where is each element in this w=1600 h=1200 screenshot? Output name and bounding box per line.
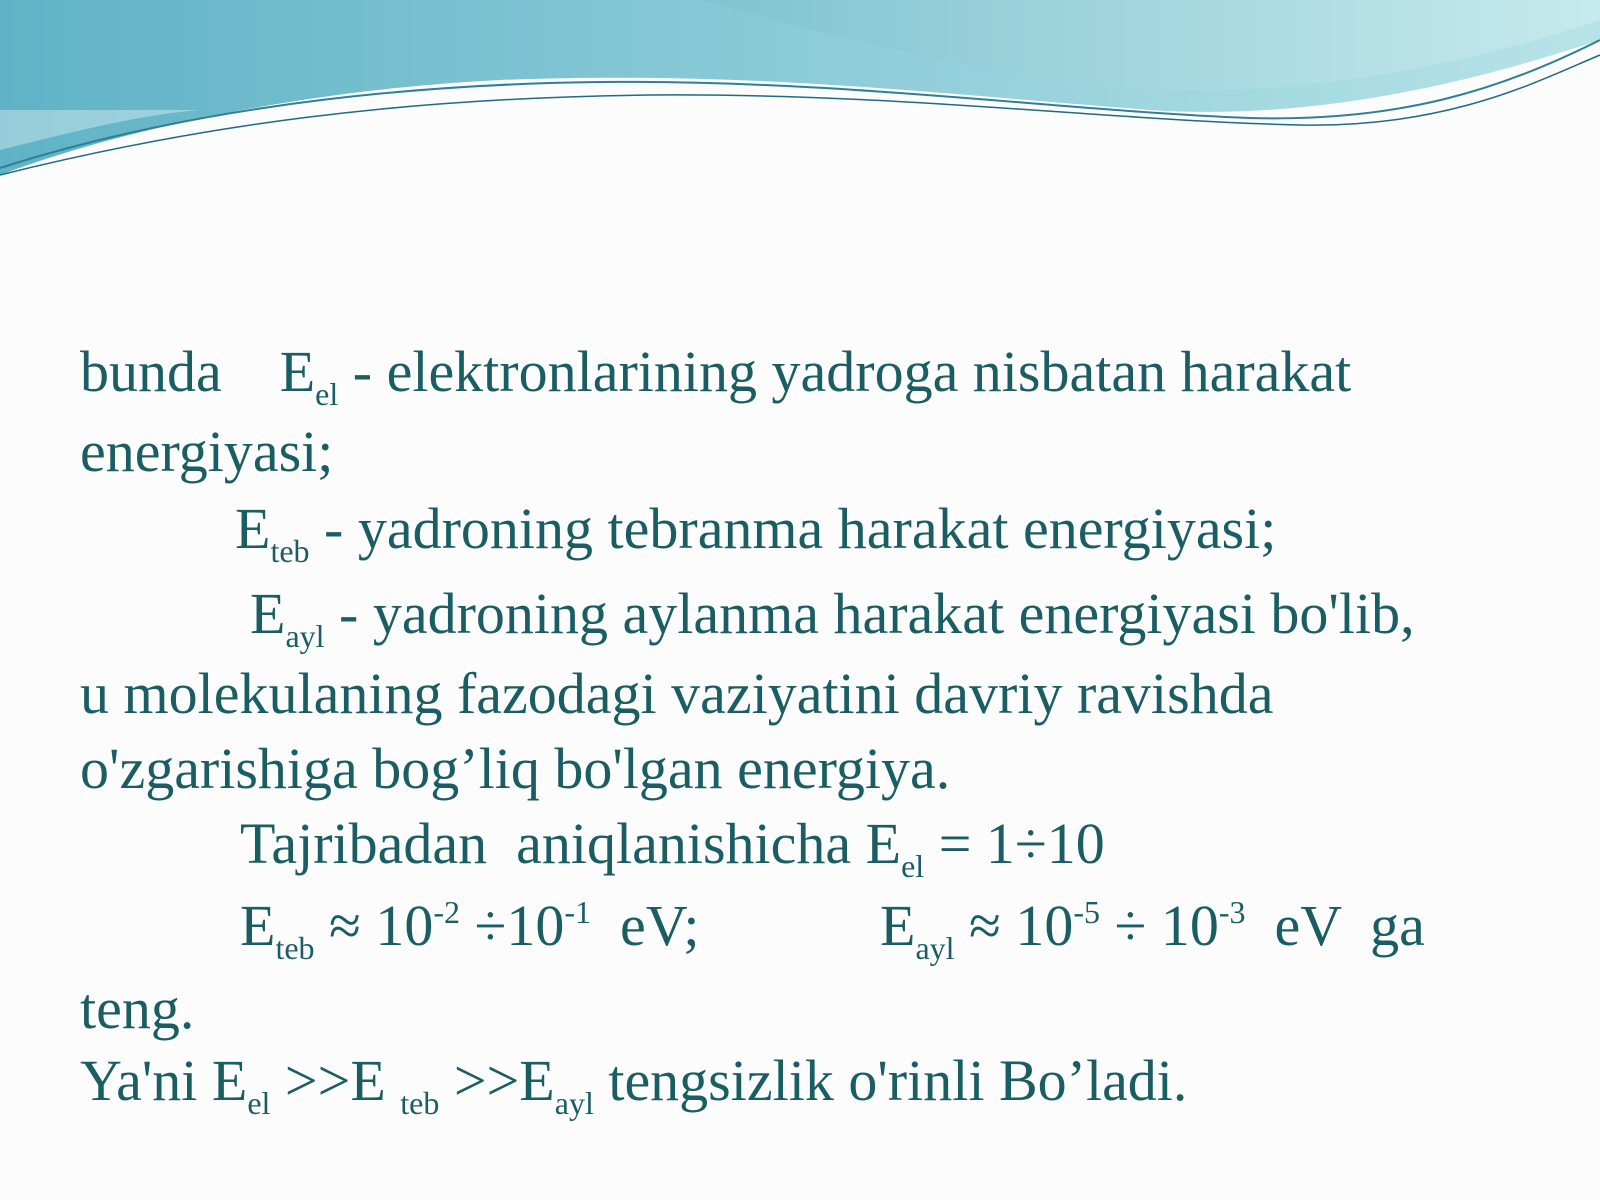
text-line-5: u molekulaning fazodagi vaziyatini davriy ravishda <box>80 661 1274 726</box>
text-line-3: $E_{teb}$ - yadroning tebranma harakat energiyasi; <box>235 496 1277 569</box>
text-line-8b: $E_{ayl} \approx 10^{-5} \div 10^{-3}$ eV ga <box>880 893 1425 966</box>
text-line-6: o'zgarishiga bog’liq bo'lgan energiya. <box>80 736 951 801</box>
text-line-9: teng. <box>80 976 195 1041</box>
text-line-2: energiyasi; <box>80 419 334 484</box>
text-line-1: bunda $E_{el}$ - elektronlarining yadroga nisbatan harakat <box>80 339 1352 412</box>
text-line-4: $E_{ayl}$ - yadroning aylanma harakat energiyasi bo'lib, <box>250 581 1415 654</box>
text-line-7: Tajribadan aniqlanishicha $E_{el} = 1\div 10$ <box>240 811 1105 884</box>
text-line-10: Ya'ni $E_{el} >>E$ $_{teb} >>E_{ayl}$ tengsizlik o'rinli Bo’ladi. <box>80 1048 1188 1121</box>
text-line-8a: $E_{teb} \approx 10^{-2} \div 10^{-1}$ eV; <box>240 893 700 966</box>
